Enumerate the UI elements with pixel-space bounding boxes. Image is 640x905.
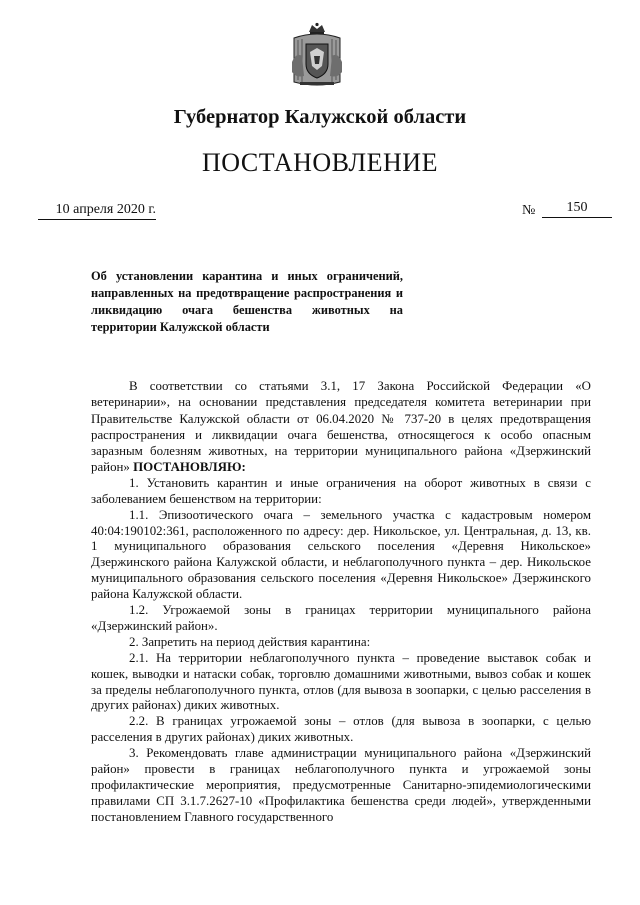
paragraph-1-2: 1.2. Угрожаемой зоны в границах территории муниципального района «Дзержинский район». bbox=[91, 603, 591, 633]
number-label: № bbox=[522, 203, 536, 218]
paragraph-2-2: 2.2. В границах угрожаемой зоны – отлов (для вывоза в зоопарки, с целью расселения в других районах) диких животных. bbox=[91, 714, 591, 745]
document-subject: Об установлении карантина и иных ограничений, направленных на предотвращение распространения и ликвидацию очага бешенства животных на территории Калужской области bbox=[91, 269, 403, 334]
decree-word: ПОСТАНОВЛЯЮ: bbox=[133, 460, 246, 475]
paragraph-1: 1. Установить карантин и иные ограничения на оборот животных в связи с заболеванием бешенством на территории: bbox=[91, 475, 591, 506]
paragraph-2-1: 2.1. На территории неблагополучного пункта – проведение выставок собак и кошек, выводки и натаски собак, торговлю домашними животными, вывоз собак и кошек за пределы неблагополучного пункта, отлов (для вывоза в зоопарки, с целью расселения в других районах) диких животных. bbox=[91, 650, 591, 713]
intro-text: В соответствии со статьями 3.1, 17 Закона Российской Федерации «О ветеринарии», на основании представления председателя комитета ветеринарии при Правительстве Калужской области от 06.04.2020 № 737-20 в целях предотвращения распространения и ликвидации очага бешенства, относящегося к особо опасным заразным болезням животных, на территории муниципального района «Дзержинский район» bbox=[91, 379, 591, 475]
document-body bbox=[91, 378, 591, 826]
issuer-title: Губернатор Калужской области bbox=[173, 106, 467, 128]
intro-paragraph bbox=[91, 378, 591, 476]
document-type: ПОСТАНОВЛЕНИЕ bbox=[202, 148, 438, 177]
paragraph-1-1: 1.1. Эпизоотического очага – земельного участка с кадастровым номером 40:04:190102:361, расположенного по адресу: дер. Никольское, ул. Центральная, д. 13, кв. 1 муниципального образования сельского поселения «Деревня Никольское» Дзержинского района Калужской области, и неблагополучного пункта – дер. Никольское муниципального образования сельского поселения «Деревня Никольское» Дзержинского района Калужской области. bbox=[91, 507, 591, 602]
paragraph-3: 3. Рекомендовать главе администрации муниципального района «Дзержинский район» провести в границах неблагополучного пункта и угрожаемой зоны профилактические мероприятия, предусмотренные Санитарно-эпидемиологическими правилами СП 3.1.7.2627-10 «Профилактика бешенства среди людей», утвержденными постановлением Главного государственного bbox=[91, 746, 591, 824]
paragraph-2: 2. Запретить на период действия карантина: bbox=[129, 634, 371, 649]
document-date: 10 апреля 2020 г. bbox=[38, 202, 156, 220]
document-number: 150 bbox=[542, 200, 612, 218]
coat-of-arms-icon bbox=[290, 22, 344, 88]
